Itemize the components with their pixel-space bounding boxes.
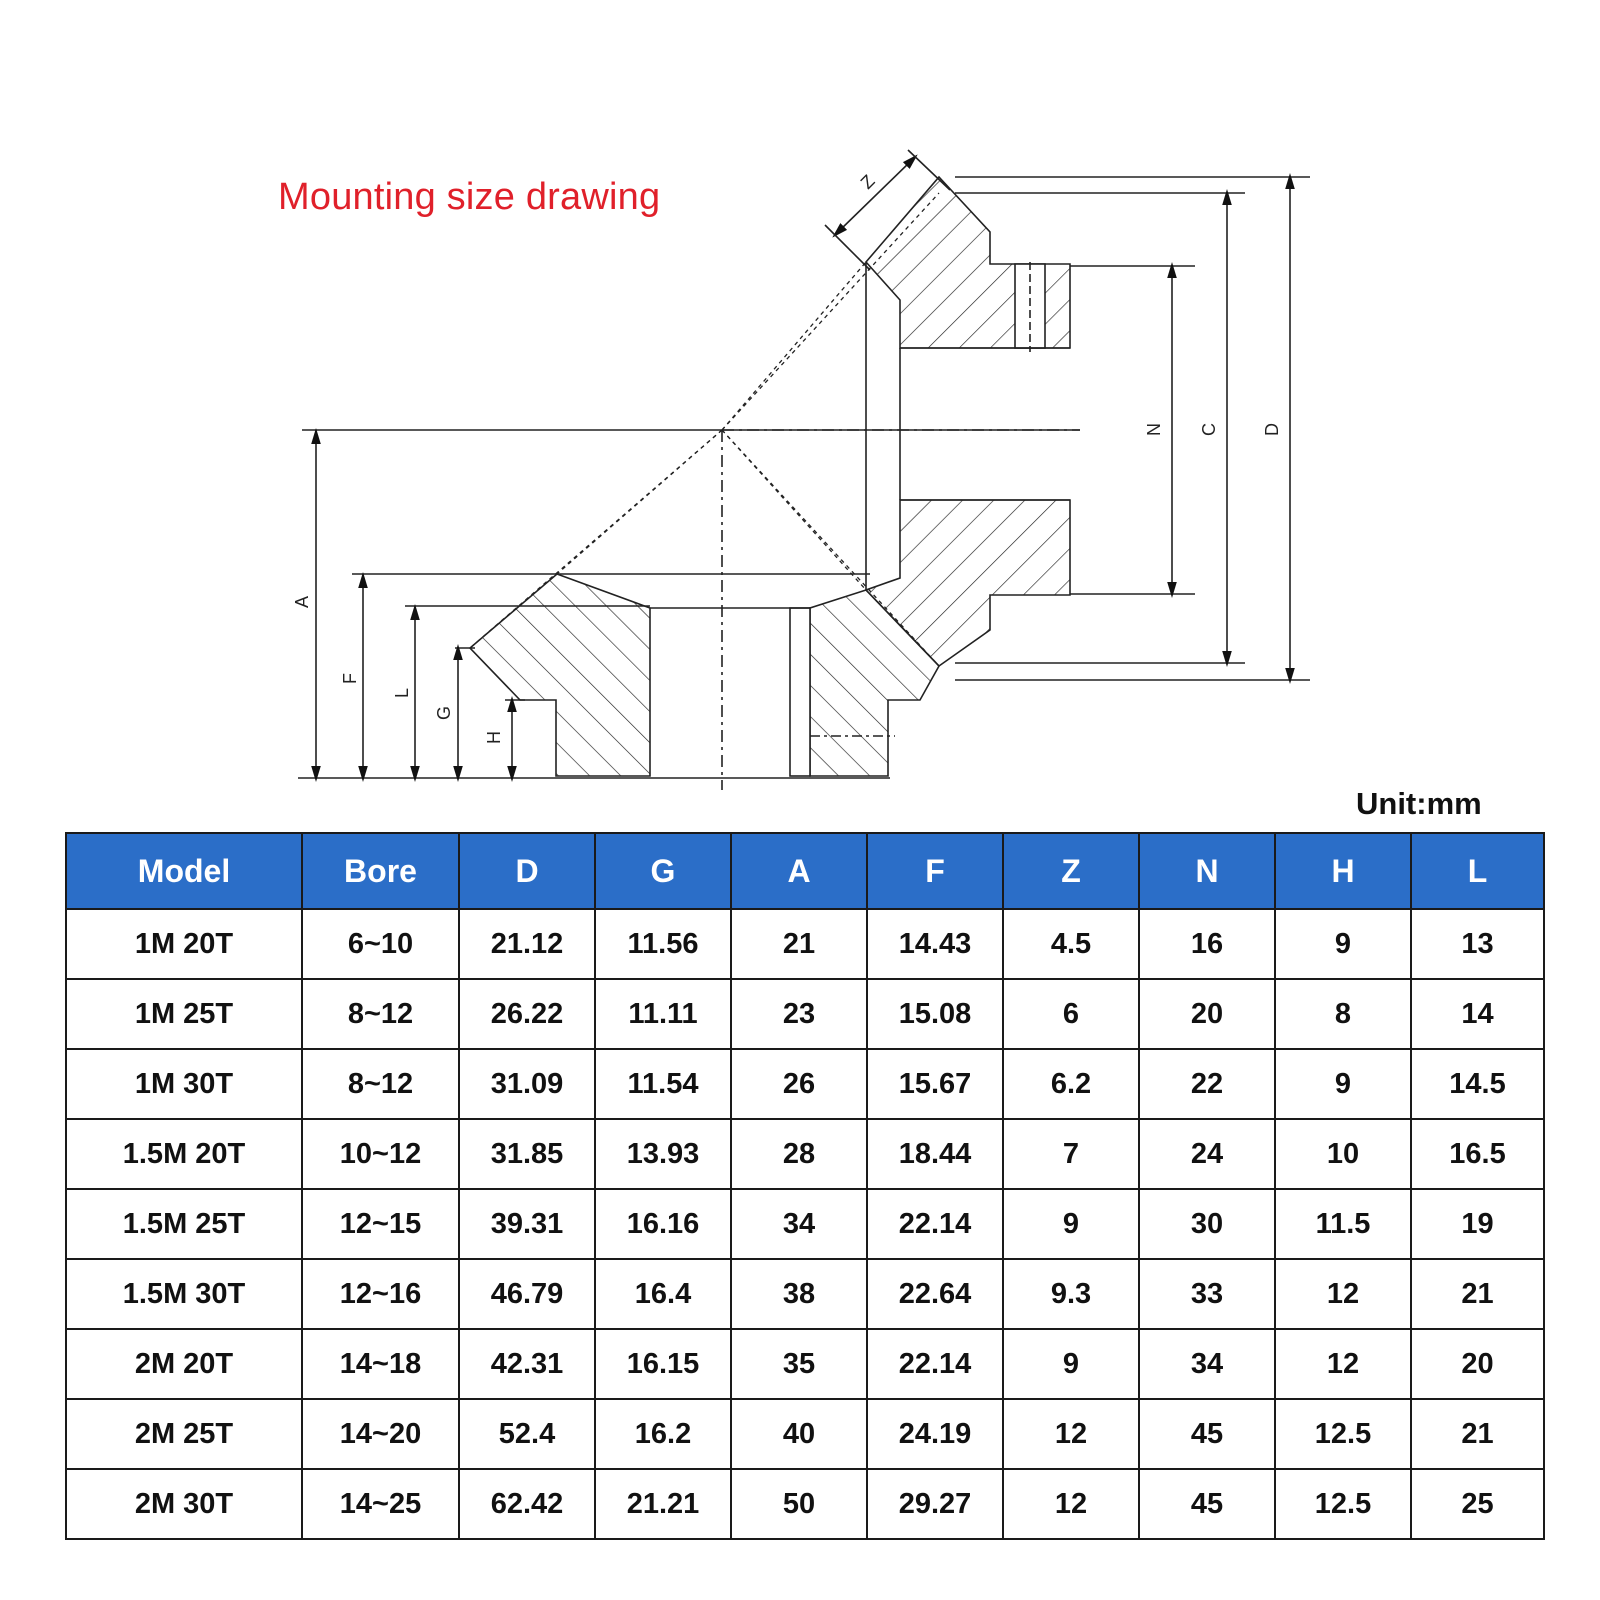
- cell-bore: 8~12: [302, 979, 459, 1049]
- cell-g: 16.16: [595, 1189, 731, 1259]
- cell-h: 12: [1275, 1329, 1411, 1399]
- cell-h: 12.5: [1275, 1399, 1411, 1469]
- lower-gear-left-section: [470, 574, 650, 776]
- cell-n: 24: [1139, 1119, 1275, 1189]
- cell-f: 22.14: [867, 1189, 1003, 1259]
- table-row: [66, 1399, 1544, 1469]
- cell-model: 1.5M 20T: [66, 1119, 302, 1189]
- table-row: [66, 979, 1544, 1049]
- cell-f: 29.27: [867, 1469, 1003, 1539]
- cell-a: 35: [731, 1329, 867, 1399]
- cell-z: 6: [1003, 979, 1139, 1049]
- dim-label-c: C: [1199, 423, 1219, 436]
- cell-a: 34: [731, 1189, 867, 1259]
- cell-bore: 6~10: [302, 909, 459, 979]
- unit-label: Unit:mm: [1356, 786, 1482, 821]
- cell-model: 2M 30T: [66, 1469, 302, 1539]
- dim-label-z: Z: [856, 170, 879, 193]
- drawing-title: Mounting size drawing: [278, 176, 661, 218]
- dim-label-a: A: [292, 595, 312, 608]
- cell-z: 9.3: [1003, 1259, 1139, 1329]
- cell-bore: 14~25: [302, 1469, 459, 1539]
- table-row: [66, 1049, 1544, 1119]
- cell-a: 21: [731, 909, 867, 979]
- header-a: A: [731, 833, 867, 909]
- cell-n: 20: [1139, 979, 1275, 1049]
- cell-z: 6.2: [1003, 1049, 1139, 1119]
- cell-d: 31.85: [459, 1119, 595, 1189]
- spec-table: [65, 832, 1545, 1540]
- cell-n: 22: [1139, 1049, 1275, 1119]
- cell-d: 62.42: [459, 1469, 595, 1539]
- cell-g: 16.15: [595, 1329, 731, 1399]
- header-l: L: [1411, 833, 1544, 909]
- cell-f: 15.08: [867, 979, 1003, 1049]
- header-z: Z: [1003, 833, 1139, 909]
- cell-h: 10: [1275, 1119, 1411, 1189]
- dim-label-n: N: [1144, 423, 1164, 436]
- cell-a: 23: [731, 979, 867, 1049]
- cell-z: 12: [1003, 1399, 1139, 1469]
- cell-h: 12: [1275, 1259, 1411, 1329]
- dim-label-g: G: [434, 705, 454, 720]
- cell-bore: 10~12: [302, 1119, 459, 1189]
- header-model: Model: [66, 833, 302, 909]
- cell-f: 22.64: [867, 1259, 1003, 1329]
- cell-h: 9: [1275, 1049, 1411, 1119]
- cell-model: 2M 20T: [66, 1329, 302, 1399]
- cell-d: 26.22: [459, 979, 595, 1049]
- cell-bore: 14~20: [302, 1399, 459, 1469]
- cell-f: 14.43: [867, 909, 1003, 979]
- cell-g: 16.2: [595, 1399, 731, 1469]
- header-h: H: [1275, 833, 1411, 909]
- cell-a: 28: [731, 1119, 867, 1189]
- cell-g: 13.93: [595, 1119, 731, 1189]
- cell-a: 50: [731, 1469, 867, 1539]
- cell-model: 1.5M 25T: [66, 1189, 302, 1259]
- dim-label-d: D: [1262, 423, 1282, 436]
- cell-z: 9: [1003, 1329, 1139, 1399]
- cell-g: 11.56: [595, 909, 731, 979]
- cell-h: 12.5: [1275, 1469, 1411, 1539]
- cell-z: 12: [1003, 1469, 1139, 1539]
- cell-n: 33: [1139, 1259, 1275, 1329]
- cell-g: 21.21: [595, 1469, 731, 1539]
- cell-z: 7: [1003, 1119, 1139, 1189]
- cell-d: 52.4: [459, 1399, 595, 1469]
- header-g: G: [595, 833, 731, 909]
- cell-l: 25: [1411, 1469, 1544, 1539]
- cell-h: 11.5: [1275, 1189, 1411, 1259]
- table-row: [66, 1259, 1544, 1329]
- cell-l: 14: [1411, 979, 1544, 1049]
- cell-a: 38: [731, 1259, 867, 1329]
- header-bore: Bore: [302, 833, 459, 909]
- cell-l: 13: [1411, 909, 1544, 979]
- cell-d: 31.09: [459, 1049, 595, 1119]
- cell-f: 24.19: [867, 1399, 1003, 1469]
- cell-l: 21: [1411, 1259, 1544, 1329]
- cell-g: 11.54: [595, 1049, 731, 1119]
- cell-z: 9: [1003, 1189, 1139, 1259]
- cell-a: 26: [731, 1049, 867, 1119]
- cell-d: 39.31: [459, 1189, 595, 1259]
- cell-l: 16.5: [1411, 1119, 1544, 1189]
- cell-n: 16: [1139, 909, 1275, 979]
- cell-f: 15.67: [867, 1049, 1003, 1119]
- cell-model: 1M 25T: [66, 979, 302, 1049]
- header-n: N: [1139, 833, 1275, 909]
- cell-model: 1M 30T: [66, 1049, 302, 1119]
- cell-a: 40: [731, 1399, 867, 1469]
- table-row: [66, 1469, 1544, 1539]
- cell-h: 8: [1275, 979, 1411, 1049]
- cell-bore: 12~16: [302, 1259, 459, 1329]
- cell-model: 1.5M 30T: [66, 1259, 302, 1329]
- table-row: [66, 1189, 1544, 1259]
- cell-g: 11.11: [595, 979, 731, 1049]
- table-row: [66, 909, 1544, 979]
- cell-n: 34: [1139, 1329, 1275, 1399]
- cell-d: 46.79: [459, 1259, 595, 1329]
- cell-f: 18.44: [867, 1119, 1003, 1189]
- cell-model: 1M 20T: [66, 909, 302, 979]
- cell-n: 30: [1139, 1189, 1275, 1259]
- cell-bore: 8~12: [302, 1049, 459, 1119]
- cell-l: 19: [1411, 1189, 1544, 1259]
- header-d: D: [459, 833, 595, 909]
- cell-d: 21.12: [459, 909, 595, 979]
- table-header-row: [66, 833, 1544, 909]
- cell-bore: 12~15: [302, 1189, 459, 1259]
- header-f: F: [867, 833, 1003, 909]
- cell-model: 2M 25T: [66, 1399, 302, 1469]
- cell-d: 42.31: [459, 1329, 595, 1399]
- cell-l: 21: [1411, 1399, 1544, 1469]
- cell-g: 16.4: [595, 1259, 731, 1329]
- dim-label-l: L: [392, 687, 412, 698]
- table-row: [66, 1329, 1544, 1399]
- cell-l: 14.5: [1411, 1049, 1544, 1119]
- dim-label-h: H: [484, 731, 504, 744]
- cell-n: 45: [1139, 1399, 1275, 1469]
- cell-h: 9: [1275, 909, 1411, 979]
- cell-z: 4.5: [1003, 909, 1139, 979]
- dim-label-f: F: [340, 673, 360, 684]
- table-row: [66, 1119, 1544, 1189]
- cell-n: 45: [1139, 1469, 1275, 1539]
- cell-l: 20: [1411, 1329, 1544, 1399]
- cell-bore: 14~18: [302, 1329, 459, 1399]
- cell-f: 22.14: [867, 1329, 1003, 1399]
